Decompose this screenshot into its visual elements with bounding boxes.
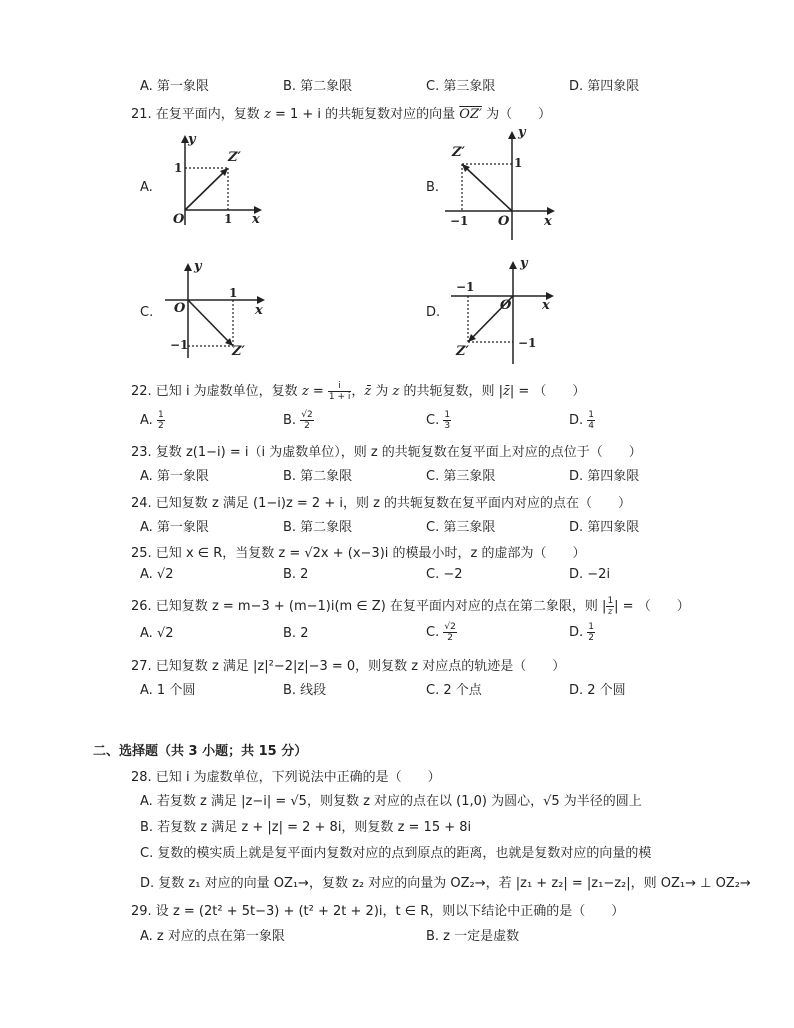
option-label: C.	[426, 625, 440, 640]
q22-option-d	[569, 410, 595, 431]
q21-diagram-b	[440, 122, 570, 246]
q26-pre: 26. 已知复数 z = m−3 + (m−1)i(m ∈ Z) 在复平面内对应的点在第二象限，则 |	[131, 599, 607, 614]
origin-label: O	[498, 214, 510, 229]
frac-numerator: 1	[588, 622, 595, 632]
q27-option-c: C. 2 个点	[426, 683, 482, 698]
option-label: A.	[140, 413, 153, 428]
q21-stem-post: 为（ ）	[481, 107, 552, 122]
q24-stem: 24. 已知复数 z 满足 (1−i)z = 2 + i，则 z 的共轭复数在复平面内对应的点在（ ）	[131, 496, 632, 511]
q24-option-c: C. 第三象限	[426, 520, 496, 535]
q22-zbar: z̄	[364, 384, 372, 399]
q22-mid3: 为	[371, 384, 393, 399]
q25-option-d: D. −2i	[569, 567, 611, 582]
q26-option-c	[426, 622, 457, 643]
q26-option-a	[140, 626, 174, 641]
point-label: Z′	[456, 344, 469, 359]
frac-denominator: 2	[588, 633, 595, 643]
y-axis-label: y	[194, 259, 202, 274]
q21-label-b: B.	[426, 180, 440, 195]
x-axis-label: x	[252, 212, 260, 227]
q22-pre: 22. 已知 i 为虚数单位，复数	[131, 384, 302, 399]
q22-mid2: ，	[351, 384, 365, 399]
q21-z: z	[263, 107, 271, 122]
q24-option-a: A. 第一象限	[140, 520, 209, 535]
option-text: 2	[300, 626, 309, 641]
q27-option-d: D. 2 个圆	[569, 683, 626, 698]
q22-option-b	[283, 410, 314, 431]
q24-option-b: B. 第二象限	[283, 520, 353, 535]
origin-label: O	[500, 298, 512, 313]
q22-z2: z	[392, 384, 400, 399]
q25-option-a: A. √2	[140, 567, 174, 582]
frac-numerator: √2	[444, 622, 456, 632]
q21-diagram-c	[160, 258, 280, 372]
option-text: √2	[156, 626, 174, 641]
section-heading: 二、选择题（共 3 小题；共 15 分）	[93, 744, 308, 759]
q25-option-c: C. −2	[426, 567, 463, 582]
q26-fraction	[606, 596, 614, 617]
frac-numerator: 1	[588, 410, 595, 420]
q23-stem: 23. 复数 z(1−i) = i（i 为虚数单位），则 z 的共轭复数在复平面上对应的点位于（ ）	[131, 445, 642, 460]
q21-diagram-d	[446, 256, 576, 375]
q28-option-c: C. 复数的模实质上就是复平面内复数对应的点到原点的距离，也就是复数对应的向量的模	[140, 846, 652, 861]
y-axis-label: y	[188, 132, 196, 147]
x-axis-label: x	[544, 214, 552, 229]
q25-option-b: B. 2	[283, 567, 309, 582]
frac-denominator: 2	[157, 421, 164, 431]
q28-stem: 28. 已知 i 为虚数单位，下列说法中正确的是（ ）	[131, 770, 441, 785]
q20-option-a: A. 第一象限	[140, 79, 209, 94]
tick-label: −1	[450, 214, 469, 228]
frac-denominator: 2	[304, 421, 310, 431]
frac-numerator: i	[328, 381, 352, 392]
q22-mid4: 的共轭复数，则 |	[399, 384, 504, 399]
q29-stem: 29. 设 z = (2t² + 5t−3) + (t² + 2t + 2)i，t ∈ R，则以下结论中正确的是（ ）	[131, 904, 625, 919]
frac-denominator: 1 + i	[328, 392, 351, 402]
q22-option-c	[426, 410, 451, 431]
tick-label: −1	[456, 280, 475, 294]
q23-option-d: D. 第四象限	[569, 469, 640, 484]
option-label: A.	[140, 626, 153, 641]
q21-diagram-a	[150, 130, 270, 234]
tick-label: 1	[174, 161, 183, 175]
tick-label: 1	[229, 286, 238, 300]
q23-option-a: A. 第一象限	[140, 469, 209, 484]
q26-option-b	[283, 626, 308, 641]
frac-numerator: 1	[444, 410, 451, 420]
q26-post: | = （ ）	[614, 599, 690, 614]
origin-label: O	[173, 212, 185, 227]
point-label: Z′	[452, 145, 465, 160]
q21-stem-pre: 21. 在复平面内，复数	[131, 107, 264, 122]
option-label: D.	[569, 413, 584, 428]
q22-option-a	[140, 410, 165, 431]
q21-label-d: D.	[426, 305, 441, 320]
option-label: B.	[283, 413, 297, 428]
origin-label: O	[174, 301, 186, 316]
q23-option-b: B. 第二象限	[283, 469, 353, 484]
frac-numerator: √2	[301, 410, 313, 420]
q22-mid1: =	[308, 384, 328, 399]
frac-denominator: 4	[588, 421, 595, 431]
frac-denominator: 2	[447, 633, 453, 643]
q21-label-c: C.	[140, 305, 154, 320]
q28-option-d: D. 复数 z₁ 对应的向量 OZ₁→，复数 z₂ 对应的向量为 OZ₂→，若 |z₁ + z₂| = |z₁−z₂|，则 OZ₁→ ⊥ OZ₂→	[140, 876, 751, 891]
q29-option-a: A. z 对应的点在第一象限	[140, 929, 285, 944]
q27-stem: 27. 已知复数 z 满足 |z|²−2|z|−3 = 0，则复数 z 对应点的轨迹是（ ）	[131, 659, 566, 674]
option-label: C.	[426, 413, 440, 428]
x-axis-label: x	[542, 298, 550, 313]
q24-option-d: D. 第四象限	[569, 520, 640, 535]
q21-eq: = 1 + i 的共轭复数对应的向量	[270, 107, 460, 122]
q20-option-b: B. 第二象限	[283, 79, 353, 94]
option-label: B.	[283, 626, 297, 641]
q28-option-b: B. 若复数 z 满足 z + |z| = 2 + 8i，则复数 z = 15 + 8i	[140, 820, 472, 835]
q26-option-d	[569, 622, 595, 643]
frac-denominator: z	[607, 607, 613, 617]
q21-stem	[131, 103, 551, 122]
q22-post: | = （ ）	[509, 384, 586, 399]
q26-stem	[131, 595, 690, 617]
tick-label: 1	[224, 212, 233, 226]
q22-stem	[131, 380, 585, 402]
tick-label: −1	[170, 338, 189, 352]
point-label: Z′	[228, 150, 241, 165]
point-label: Z′	[232, 344, 245, 359]
q22-zbar2: z̄	[503, 384, 510, 399]
q28-option-a: A. 若复数 z 满足 |z−i| = √5，则复数 z 对应的点在以 (1,0) 为圆心，√5 为半径的圆上	[140, 794, 642, 809]
q21-vector: OZ′	[459, 107, 482, 122]
q25-stem: 25. 已知 x ∈ R，当复数 z = √2x + (x−3)i 的模最小时，z 的虚部为（ ）	[131, 546, 586, 561]
q27-option-b: B. 线段	[283, 683, 327, 698]
frac-denominator: 3	[444, 421, 451, 431]
tick-label: −1	[518, 336, 537, 350]
q29-option-b: B. z 一定是虚数	[426, 929, 520, 944]
q20-option-c: C. 第三象限	[426, 79, 496, 94]
y-axis-label: y	[520, 256, 528, 271]
x-axis-label: x	[255, 303, 263, 318]
q22-z: z	[301, 384, 309, 399]
q20-option-d: D. 第四象限	[569, 79, 640, 94]
y-axis-label: y	[518, 125, 526, 140]
q23-option-c: C. 第三象限	[426, 469, 496, 484]
q27-option-a: A. 1 个圆	[140, 683, 196, 698]
frac-numerator: 1	[157, 410, 164, 420]
q22-fraction	[328, 381, 352, 402]
frac-numerator: 1	[607, 596, 614, 606]
tick-label: 1	[514, 156, 523, 170]
q21-label-a: A.	[140, 180, 153, 195]
option-label: D.	[569, 625, 584, 640]
